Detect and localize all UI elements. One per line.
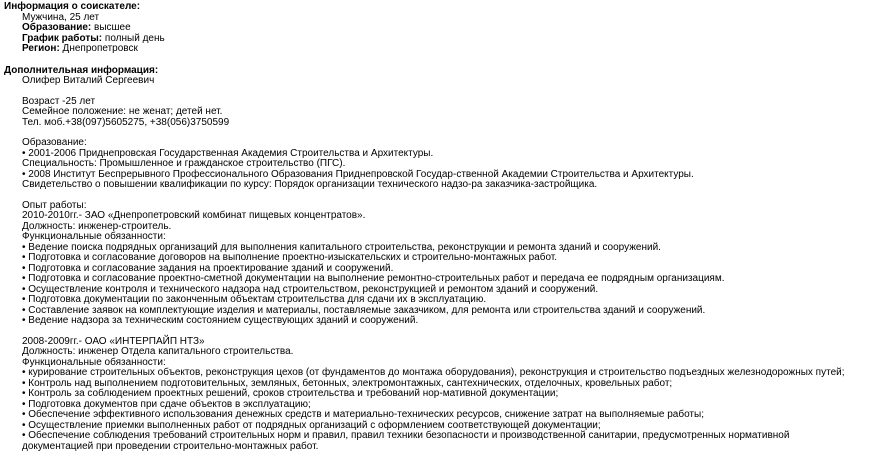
- job-duty: • Подготовка и согласование проектно-сметной документации на выполнение ремонтно-строительных работ и передача ее подрядным организациям.: [22, 273, 725, 284]
- region-value: Днепропетровск: [59, 43, 138, 54]
- job-duty: • Подготовка документации по законченным объектам строительства для сдачи их в эксплуатацию.: [22, 294, 487, 305]
- job-duty: • Подготовка и согласование задания на проектирование зданий и сооружений.: [22, 262, 394, 274]
- spacer: [22, 128, 869, 138]
- spacer: [22, 191, 869, 201]
- spacer: [4, 55, 869, 66]
- education-line: Свидетельство о повышении квалификации по курсу: Порядок организации технического надзо-ра заказчика-застройщика.: [22, 179, 598, 190]
- job-duty: • Подготовка и согласование договоров на выполнение проектно-изыскательских и строительно-монтажных работ.: [22, 252, 558, 263]
- age-line: Возраст -25 лет: [22, 95, 96, 107]
- job-period: 2010-2010гг.- ЗАО «Днепропетровский комбинат пищевых концентратов».: [22, 210, 366, 221]
- candidate-info-block: [4, 13, 869, 55]
- job-duty: • Ведение надзора за техническим состоянием существующих зданий и сооружений.: [22, 315, 419, 326]
- education-value: высшее: [91, 22, 131, 33]
- additional-info-block: [4, 76, 869, 452]
- education-label: Образование:: [22, 22, 92, 33]
- education-heading: Образование:: [22, 137, 87, 148]
- education-line: • 2008 Институт Беспрерывного Профессионального Образования Приднепровской Государ-ственной Академии Строительства и Архитектуры.: [22, 168, 694, 180]
- spacer: [22, 87, 869, 97]
- job-period: 2008-2009гг.- ОАО «ИНТЕРПАЙП НТЗ»: [22, 335, 205, 347]
- education-line: • 2001-2006 Приднепровская Государственная Академия Строительства и Архитектуры.: [22, 147, 434, 159]
- job-position: Должность: инженер-строитель.: [22, 220, 172, 232]
- schedule-label: График работы:: [22, 32, 103, 44]
- job-duty: • Контроль за соблюдением проектных решений, сроков строительства и требований нор-мативной документации;: [22, 388, 559, 399]
- candidate-info-title: Информация о соискателе:: [4, 1, 141, 12]
- gender-age: Мужчина, 25 лет: [22, 11, 100, 23]
- additional-info-title: Дополнительная информация:: [4, 64, 159, 76]
- job-duties-heading: Функциональные обязанности:: [22, 356, 166, 368]
- experience-heading: Опыт работы:: [22, 199, 87, 211]
- job-duty: • Составление заявок на комплектующие изделия и материалы, поставляемые заказчиком, для ремонта или строительства зданий и сооружений.: [22, 304, 706, 316]
- job-duty: • Осуществление контроля и технического надзора над строительством, реконструкцией и ремонтом зданий и сооружений.: [22, 283, 599, 295]
- job-duty: • Ведение поиска подрядных организаций для выполнения капитального строительства, реконструкции и ремонта зданий и сооружений.: [22, 241, 661, 253]
- job-entry: [22, 211, 869, 327]
- job-duty: • Подготовка документов при сдаче объектов в эксплуатацию;: [22, 398, 311, 410]
- schedule-value: полный день: [102, 32, 165, 44]
- candidate-name: Олифер Виталий Сергеевич: [22, 75, 155, 86]
- phone-line: Тел. моб.+38(097)5605275, +38(056)3750599: [22, 116, 230, 128]
- region-label: Регион:: [22, 43, 60, 54]
- family-line: Семейное положение: не женат; детей нет.: [22, 106, 223, 117]
- job-entry: [22, 337, 869, 453]
- job-duty: • Обеспечение эффективного использования денежных средств и материально-технических ресурсов, снижение затрат на выполняемые работы;: [22, 409, 704, 420]
- job-duty: • Обеспечение соблюдения требований строительных норм и правил, правил техники безопасности и производственной санитарии, предусмотренных нормативной документацией при проведении строительно-монтажных работ.: [22, 430, 790, 452]
- education-list: [22, 149, 869, 191]
- job-position: Должность: инженер Отдела капитального строительства.: [22, 346, 294, 357]
- region-row: [22, 44, 869, 55]
- job-duty: • Осуществление приемки выполненных работ от подрядных организаций с оформлением соответствующей документации;: [22, 419, 601, 431]
- education-line: Специальность: Промышленное и гражданское строительство (ПГС).: [22, 158, 346, 169]
- schedule-row: [22, 34, 869, 45]
- spacer: [22, 327, 869, 337]
- job-duty: • курирование строительных объектов, реконструкция цехов (от фундаментов до монтажа оборудования), реконструкция и строительство подъездных железнодорожных путей;: [22, 367, 845, 378]
- job-duties-heading: Функциональные обязанности:: [22, 231, 166, 242]
- job-duty: • Контроль над выполнением подготовительных, земляных, бетонных, электромонтажных, сантехнических, отделочных, кровельных работ;: [22, 377, 673, 389]
